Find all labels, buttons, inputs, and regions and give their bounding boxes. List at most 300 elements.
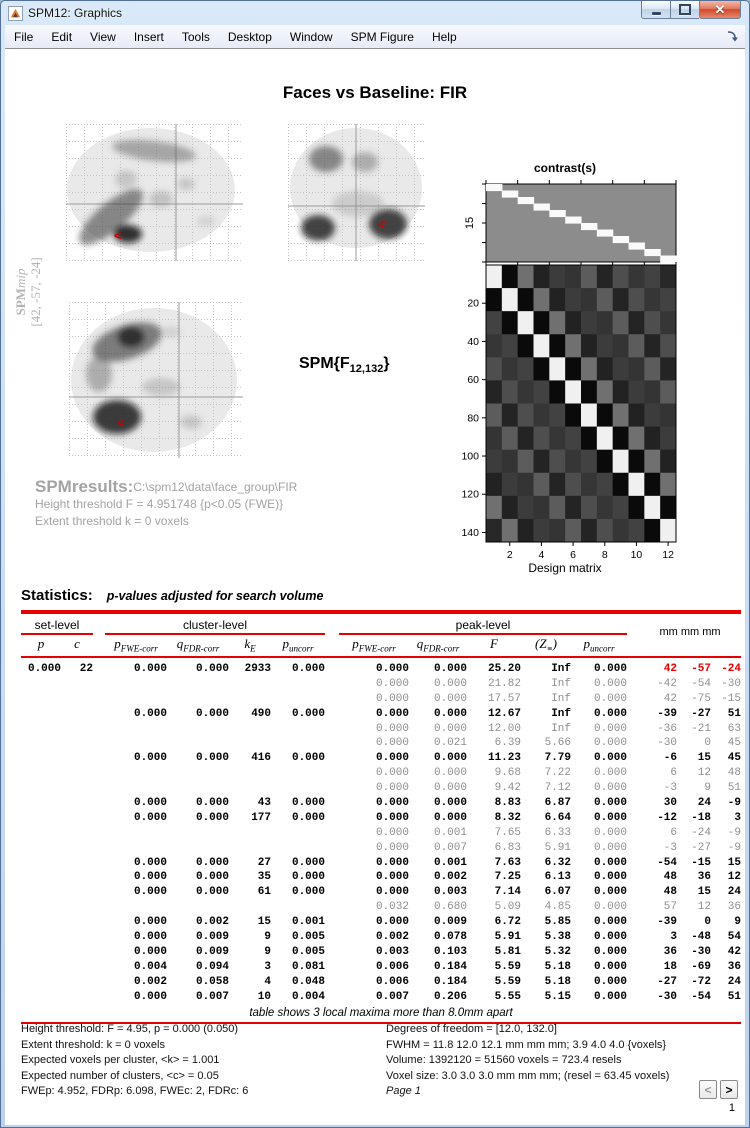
stat-cell — [105, 677, 167, 692]
stat-cell: 0.000 — [375, 707, 409, 720]
stat-cell: 6.33 — [544, 826, 571, 839]
coord-cell[interactable]: 51 — [727, 990, 741, 1003]
coord-cell[interactable]: -3 — [663, 782, 677, 795]
stat-cell — [229, 677, 271, 692]
coord-cell[interactable]: -27 — [657, 975, 677, 988]
coord-cell[interactable]: -30 — [657, 990, 677, 1003]
col-header-q-FDR-corr: $q_{FDR-corr}$ — [416, 636, 460, 654]
table-row[interactable] — [21, 841, 741, 856]
menu-item-window[interactable]: Window — [289, 29, 333, 44]
stat-cell: 6.64 — [544, 811, 571, 824]
coord-cell[interactable]: -15 — [691, 856, 711, 869]
coord-cell[interactable]: -9 — [727, 841, 741, 854]
coord-cell[interactable]: 9 — [734, 916, 741, 929]
stat-cell: 0.000 — [593, 752, 627, 765]
stat-cell: 0.005 — [291, 931, 325, 944]
dm-ytick: 140 — [461, 526, 479, 539]
stat-cell: 0.000 — [375, 826, 409, 839]
stat-cell — [229, 766, 271, 781]
stat-cell: 7.79 — [544, 752, 571, 765]
table-row[interactable] — [21, 930, 741, 945]
stat-cell: 0.000 — [375, 692, 409, 705]
coord-cell[interactable]: 42 — [663, 692, 677, 705]
table-row[interactable] — [21, 856, 741, 871]
stat-cell: 0.000 — [195, 871, 229, 884]
coord-cell[interactable]: 24 — [727, 886, 741, 899]
dm-xtick: 12 — [662, 549, 674, 561]
spm-results-block — [35, 478, 297, 530]
stat-cell: 0.000 — [375, 797, 409, 810]
coord-cell[interactable]: -39 — [657, 707, 677, 720]
coord-cell[interactable]: 24 — [697, 797, 711, 810]
coord-cell[interactable]: 48 — [727, 767, 741, 780]
menu-item-help[interactable]: Help — [431, 29, 457, 44]
coord-cell[interactable]: -27 — [691, 707, 711, 720]
stat-cell: 4 — [264, 975, 271, 988]
coord-cell[interactable]: -24 — [721, 663, 741, 675]
stat-cell: 0.000 — [133, 886, 167, 899]
table-row[interactable] — [21, 662, 741, 677]
coord-cell[interactable]: 42 — [727, 945, 741, 958]
stat-cell: 0.000 — [433, 782, 467, 795]
stat-cell — [271, 692, 325, 707]
mip-sagittal[interactable] — [66, 124, 243, 261]
coord-cell[interactable]: 36 — [697, 871, 711, 884]
stat-cell: 5.91 — [544, 841, 571, 854]
stat-cell — [61, 736, 93, 751]
table-row[interactable] — [21, 722, 741, 737]
stat-cell: 0.000 — [375, 811, 409, 824]
dm-ytick: 20 — [467, 297, 479, 310]
stat-cell — [21, 870, 61, 885]
menu-item-tools[interactable]: Tools — [181, 29, 210, 44]
stat-cell: 17.57 — [487, 692, 521, 705]
coord-cell[interactable]: -48 — [691, 931, 711, 944]
stat-cell: 0.000 — [375, 886, 409, 899]
table-row[interactable] — [21, 781, 741, 796]
design-matrix[interactable] — [445, 258, 695, 563]
stat-cell: 0.000 — [133, 811, 167, 824]
stat-cell: 0.000 — [291, 707, 325, 720]
stat-cell — [61, 766, 93, 781]
stat-cell — [167, 766, 229, 781]
table-row[interactable] — [21, 736, 741, 751]
stat-cell — [105, 722, 167, 737]
close-button[interactable] — [699, 1, 741, 19]
stat-cell — [271, 841, 325, 856]
coord-cell[interactable]: 15 — [727, 856, 741, 869]
stat-cell: 0.000 — [195, 797, 229, 810]
results-path: C:\spm12\data\face_group\FIR — [133, 480, 298, 494]
stat-cell: 0.000 — [433, 811, 467, 824]
coord-cell[interactable]: 12 — [697, 901, 711, 914]
stat-cell: 43 — [257, 797, 271, 810]
stat-cell — [61, 751, 93, 766]
stat-cell: Inf — [551, 707, 571, 720]
stat-cell: 7.14 — [494, 886, 521, 899]
menu-item-file[interactable]: File — [14, 29, 34, 44]
table-row[interactable] — [21, 707, 741, 722]
statistics-subheading: p-values adjusted for search volume — [106, 589, 324, 603]
stat-cell: 0.000 — [593, 782, 627, 795]
table-row[interactable] — [21, 990, 741, 1005]
coord-cell[interactable]: 36 — [727, 960, 741, 973]
coord-cell[interactable]: -18 — [691, 811, 711, 824]
coord-cell[interactable]: 0 — [704, 916, 711, 929]
dm-xtick: 4 — [538, 549, 545, 561]
stat-cell: 9.68 — [494, 767, 521, 780]
coord-cell[interactable]: 54 — [727, 931, 741, 944]
table-row[interactable] — [21, 751, 741, 766]
coord-cell[interactable]: -75 — [691, 692, 711, 705]
stat-cell: 5.18 — [544, 975, 571, 988]
coord-cell[interactable]: -9 — [727, 826, 741, 839]
coord-cell[interactable]: 15 — [697, 752, 711, 765]
col-header-k-E: $k_E$ — [244, 636, 256, 654]
table-row[interactable] — [21, 900, 741, 915]
stat-cell: 0.000 — [133, 990, 167, 1003]
stat-cell: 0.001 — [433, 826, 467, 839]
stat-cell: 0.000 — [195, 663, 229, 675]
mip-axial[interactable] — [69, 302, 243, 458]
coord-cell[interactable]: 30 — [663, 797, 677, 810]
stat-cell: 0.000 — [433, 707, 467, 720]
stat-cell — [61, 722, 93, 737]
coord-cell[interactable]: -27 — [691, 841, 711, 854]
stat-cell — [271, 677, 325, 692]
next-page-button[interactable]: > — [720, 1080, 738, 1099]
stat-cell: 0.000 — [593, 767, 627, 780]
coord-cell[interactable]: -12 — [657, 811, 677, 824]
dock-figure-icon[interactable] — [725, 30, 738, 43]
coord-cell[interactable]: -39 — [657, 916, 677, 929]
group-header-cluster-level: cluster-level — [105, 618, 325, 635]
stat-cell — [21, 841, 61, 856]
stat-cell: 0.000 — [133, 797, 167, 810]
coord-cell[interactable]: 42 — [663, 663, 677, 675]
minimize-icon — [652, 12, 661, 15]
coord-cell[interactable]: -9 — [727, 797, 741, 810]
coord-cell[interactable]: 63 — [727, 722, 741, 735]
title-bar[interactable] — [1, 1, 749, 25]
stat-cell: 0.000 — [593, 811, 627, 824]
coord-cell[interactable]: -30 — [657, 737, 677, 750]
table-row[interactable] — [21, 885, 741, 900]
stat-cell: 61 — [257, 886, 271, 899]
coord-cell[interactable]: -54 — [691, 990, 711, 1003]
stat-cell: 0.000 — [133, 931, 167, 944]
height-threshold-line: Height threshold F = 4.951748 {p<0.05 (FWE)} — [35, 497, 284, 511]
stat-cell — [229, 841, 271, 856]
stat-cell: 6.39 — [494, 737, 521, 750]
stat-cell — [271, 826, 325, 841]
stat-cell: 0.680 — [433, 901, 467, 914]
stat-cell: 0.000 — [593, 871, 627, 884]
coord-cell[interactable]: -21 — [691, 722, 711, 735]
menu-item-edit[interactable]: Edit — [51, 29, 73, 44]
coord-cell[interactable]: 48 — [663, 871, 677, 884]
coord-cell[interactable]: -57 — [691, 663, 711, 675]
coord-cell[interactable]: 24 — [727, 975, 741, 988]
coord-cell[interactable]: -42 — [657, 677, 677, 690]
stat-cell: 0.000 — [291, 871, 325, 884]
stat-cell: 0.000 — [593, 737, 627, 750]
stat-cell — [21, 811, 61, 826]
stat-cell — [229, 900, 271, 915]
col-header-c: c — [74, 636, 80, 651]
stat-cell — [21, 856, 61, 871]
stat-cell: 0.000 — [433, 767, 467, 780]
stat-cell: Inf — [551, 722, 571, 735]
stat-cell: 0.000 — [433, 663, 467, 675]
footer-line: Expected voxels per cluster, <k> = 1.001 — [21, 1054, 220, 1067]
maximize-button[interactable] — [670, 1, 699, 19]
menu-items — [5, 27, 466, 47]
stat-cell: Inf — [551, 663, 571, 675]
stat-cell: 35 — [257, 871, 271, 884]
coord-cell[interactable]: 45 — [727, 737, 741, 750]
footer-line: FWHM = 11.8 12.0 12.1 mm mm mm; 3.9 4.0 4.0 {voxels} — [386, 1038, 667, 1051]
stat-cell: 10 — [257, 990, 271, 1003]
coord-cell[interactable]: 51 — [727, 782, 741, 795]
window-controls — [641, 1, 741, 19]
coord-cell[interactable]: -3 — [663, 841, 677, 854]
footer-line: Voxel size: 3.0 3.0 3.0 mm mm mm; (resel = 63.45 voxels) — [386, 1069, 670, 1082]
stat-cell: 0.000 — [593, 901, 627, 914]
figure-title: Faces vs Baseline: FIR — [282, 83, 468, 102]
coord-cell[interactable]: -72 — [691, 975, 711, 988]
stat-cell: 0.048 — [291, 975, 325, 988]
coord-cell[interactable]: 36 — [727, 901, 741, 914]
stat-cell: 0.000 — [593, 797, 627, 810]
coord-cell[interactable]: 45 — [727, 752, 741, 765]
stat-cell: 7.25 — [494, 871, 521, 884]
coord-cell[interactable]: -30 — [721, 677, 741, 690]
stat-cell — [21, 900, 61, 915]
coord-cell[interactable]: 51 — [727, 707, 741, 720]
stat-cell: 0.000 — [291, 752, 325, 765]
table-row[interactable] — [21, 766, 741, 781]
stat-cell: 0.000 — [195, 856, 229, 869]
stat-cell: 2933 — [244, 663, 271, 675]
coord-cell[interactable]: -36 — [657, 722, 677, 735]
coord-cell[interactable]: -69 — [691, 960, 711, 973]
coord-cell[interactable]: -15 — [721, 692, 741, 705]
table-row[interactable] — [21, 811, 741, 826]
stat-cell: 0.000 — [375, 871, 409, 884]
coord-cell[interactable]: 36 — [663, 945, 677, 958]
stat-cell: 0.000 — [291, 663, 325, 675]
stat-cell: 0.000 — [375, 782, 409, 795]
stat-cell — [21, 975, 61, 990]
stat-cell: 0.000 — [433, 677, 467, 690]
selected-voxel-marker: < — [114, 228, 122, 243]
stat-cell: 0.184 — [433, 975, 467, 988]
coord-cell[interactable]: 12 — [697, 767, 711, 780]
stat-cell: 9 — [264, 931, 271, 944]
red-rule-header — [21, 656, 741, 658]
stat-cell: 0.009 — [195, 945, 229, 958]
stat-cell: 5.81 — [494, 945, 521, 958]
stat-cell — [21, 960, 61, 975]
stat-cell: 21.82 — [487, 677, 521, 690]
menu-item-insert[interactable]: Insert — [133, 29, 164, 44]
stat-cell: 9.42 — [494, 782, 521, 795]
selected-voxel-marker: < — [117, 415, 125, 430]
stat-cell: 0.000 — [375, 737, 409, 750]
stat-cell: 0.000 — [375, 841, 409, 854]
page-label: Page 1 — [386, 1085, 421, 1098]
stat-cell: 0.000 — [291, 811, 325, 824]
stats-rows — [21, 662, 741, 1004]
stat-cell: 0.006 — [375, 960, 409, 973]
stat-cell: 0.021 — [433, 737, 467, 750]
stat-cell: 8.32 — [494, 811, 521, 824]
col-header-p-uncorr: $p_{uncorr}$ — [282, 636, 314, 654]
stat-cell — [21, 677, 61, 692]
mip-axis-label — [13, 207, 43, 377]
stat-cell: 0.000 — [375, 856, 409, 869]
coord-cell[interactable]: 9 — [704, 782, 711, 795]
stat-cell — [21, 692, 61, 707]
coord-cell[interactable]: -54 — [657, 856, 677, 869]
stat-cell: 0.000 — [375, 722, 409, 735]
stat-cell — [61, 900, 93, 915]
stat-cell — [61, 811, 93, 826]
maximize-icon — [679, 4, 691, 15]
stat-cell — [105, 781, 167, 796]
table-row[interactable] — [21, 915, 741, 930]
table-row[interactable] — [21, 945, 741, 960]
stat-cell — [21, 722, 61, 737]
stat-cell: 27 — [257, 856, 271, 869]
table-row[interactable] — [21, 870, 741, 885]
stat-cell: 0.007 — [433, 841, 467, 854]
stat-cell — [271, 781, 325, 796]
stat-cell: 0.000 — [593, 886, 627, 899]
coord-cell[interactable]: -24 — [691, 826, 711, 839]
selected-voxel-marker: < — [378, 217, 386, 232]
menu-item-desktop[interactable]: Desktop — [227, 29, 272, 44]
table-row[interactable] — [21, 826, 741, 841]
stat-cell: 0.001 — [291, 916, 325, 929]
coord-cell[interactable]: 57 — [663, 901, 677, 914]
prev-page-button[interactable]: < — [699, 1080, 717, 1099]
stat-cell: 0.000 — [133, 871, 167, 884]
stat-cell: 0.000 — [375, 677, 409, 690]
coord-cell[interactable]: 0 — [704, 737, 711, 750]
stat-cell — [61, 826, 93, 841]
stat-cell — [167, 736, 229, 751]
coord-cell[interactable]: -54 — [691, 677, 711, 690]
stat-cell: 6.72 — [494, 916, 521, 929]
statistics-section — [21, 587, 741, 1024]
stat-cell — [61, 990, 93, 1005]
coord-cell[interactable]: 6 — [670, 826, 677, 839]
footer-line: Expected number of clusters, <c> = 0.05 — [21, 1069, 219, 1082]
stat-cell: 0.007 — [195, 990, 229, 1003]
menu-item-spm-figure[interactable]: SPM Figure — [350, 29, 414, 44]
stat-cell — [271, 722, 325, 737]
coord-cell[interactable]: 6 — [670, 767, 677, 780]
stat-cell: 0.000 — [593, 826, 627, 839]
stat-cell — [271, 736, 325, 751]
stat-cell: 6.83 — [494, 841, 521, 854]
coord-cell[interactable]: 15 — [697, 886, 711, 899]
stat-cell — [61, 915, 93, 930]
table-row[interactable] — [21, 677, 741, 692]
table-row[interactable] — [21, 692, 741, 707]
stat-cell: 0.003 — [433, 886, 467, 899]
coord-cell[interactable]: -6 — [663, 752, 677, 765]
stat-cell: 0.004 — [291, 990, 325, 1003]
stat-cell — [105, 692, 167, 707]
stat-cell — [61, 692, 93, 707]
stat-cell: 0.103 — [433, 945, 467, 958]
coord-cell[interactable]: 3 — [734, 811, 741, 824]
stat-cell: 12.00 — [487, 722, 521, 735]
mip-coronal[interactable] — [288, 124, 425, 261]
stat-cell: 0.000 — [133, 663, 167, 675]
stat-cell: 0.000 — [195, 886, 229, 899]
coord-cell[interactable]: 12 — [727, 871, 741, 884]
design-matrix-label: Design matrix — [528, 561, 602, 575]
dm-ytick: 80 — [467, 412, 479, 425]
stat-cell — [271, 766, 325, 781]
stat-cell: 6.13 — [544, 871, 571, 884]
stat-cell: 0.000 — [375, 663, 409, 675]
contrast-ytick: 15 — [464, 216, 476, 230]
stat-cell — [105, 841, 167, 856]
results-label: SPMresults: — [35, 477, 134, 496]
mip-selected-coords: [42, -57, -24] — [28, 257, 43, 327]
group-header-peak-level: peak-level — [339, 618, 627, 635]
coord-cell[interactable]: 18 — [663, 960, 677, 973]
stat-cell: 15 — [257, 916, 271, 929]
group-header-set-level: set-level — [21, 618, 93, 635]
stat-cell — [105, 900, 167, 915]
stat-cell: 0.000 — [291, 856, 325, 869]
dm-xtick: 2 — [506, 549, 513, 561]
dm-xtick: 6 — [570, 549, 577, 561]
table-row[interactable] — [21, 796, 741, 811]
stat-cell — [61, 856, 93, 871]
stat-cell — [21, 781, 61, 796]
col-header-F: F — [490, 636, 498, 651]
stat-cell: 0.000 — [195, 752, 229, 765]
stat-cell: 5.85 — [544, 916, 571, 929]
stat-cell — [61, 796, 93, 811]
coord-cell[interactable]: 3 — [670, 931, 677, 944]
table-row[interactable] — [21, 960, 741, 975]
stat-cell: 25.20 — [487, 663, 521, 675]
stat-cell — [21, 796, 61, 811]
menu-item-view[interactable]: View — [90, 29, 116, 44]
table-row[interactable] — [21, 975, 741, 990]
stat-cell — [21, 945, 61, 960]
coord-cell[interactable]: 48 — [663, 886, 677, 899]
stat-cell: 0.000 — [133, 945, 167, 958]
footer-line: Volume: 1392120 = 51560 voxels = 723.4 resels — [386, 1054, 622, 1067]
coord-cell[interactable]: -30 — [691, 945, 711, 958]
stat-cell: 0.000 — [375, 752, 409, 765]
footer-line: Height threshold: F = 4.95, p = 0.000 (0.050) — [21, 1023, 239, 1035]
minimize-button[interactable] — [641, 1, 670, 19]
stat-cell: 5.55 — [494, 990, 521, 1003]
stat-cell: 5.38 — [544, 931, 571, 944]
stat-cell: 6.32 — [544, 856, 571, 869]
stat-cell: 0.000 — [133, 752, 167, 765]
